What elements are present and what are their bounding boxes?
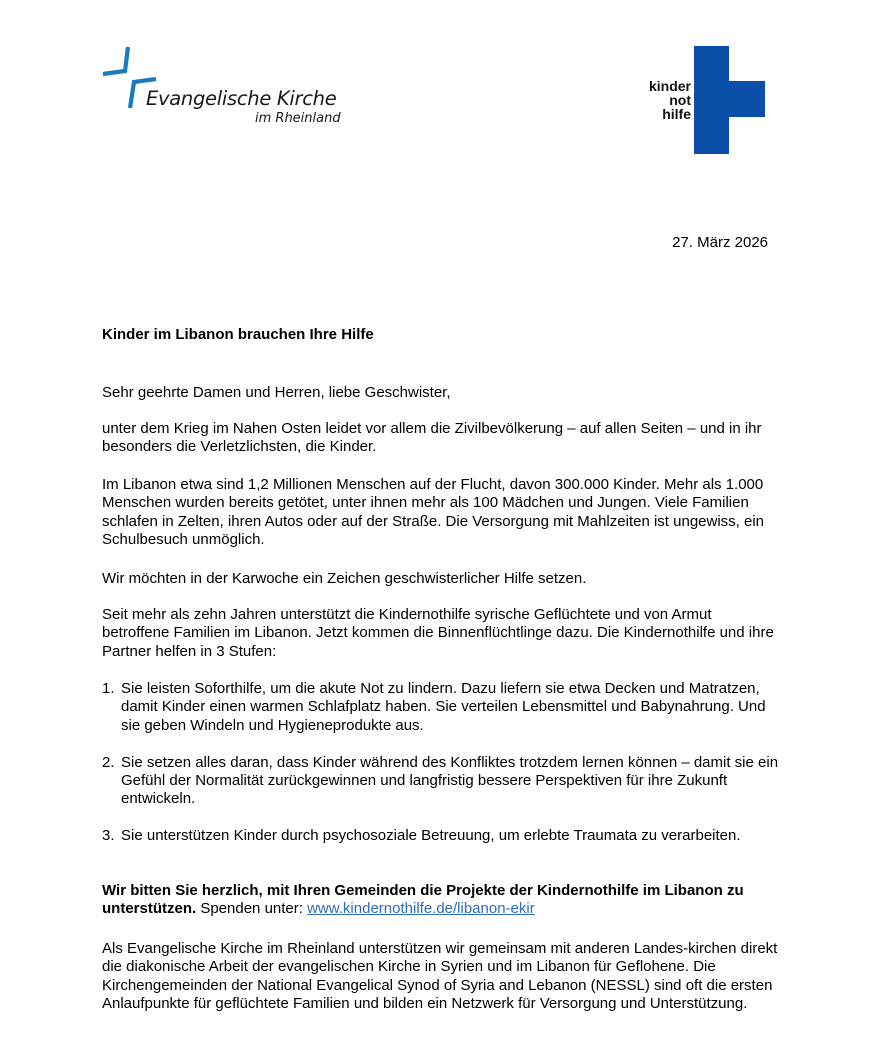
kindernothilfe-logo-line: kinder: [648, 78, 691, 94]
list-item: [102, 680, 782, 735]
letter-subject: Kinder im Libanon brauchen Ihre Hilfe: [102, 326, 374, 343]
donate-label: Spenden unter:: [196, 900, 308, 918]
closing-paragraph: Als Evangelische Kirche im Rheinland unterstützen wir gemeinsam mit anderen Landes-kirchen direkt die diakonische Arbeit der evangelischen Kirche in Syrien und im Libanon für Geflohene. Die Kirchengemeinden der National Evangelical Synod of Syria and Lebanon (NESSL) sind oft die ersten Anlaufpunkte für geflüchtete Familien und bilden ein Netzwerk für Versorgung und Unterstützung.: [102, 940, 778, 1013]
list-item-number: 2.: [102, 753, 115, 771]
help-steps-list: [102, 680, 782, 864]
ekir-logo-name: Evangelische Kirche: [146, 87, 337, 110]
list-item-text: Sie leisten Soforthilfe, um die akute Not zu lindern. Dazu liefern sie etwa Decken und Matratzen, damit Kinder einen warmen Schlafplatz haben. Sie verteilen Lebensmittel und Babynahrung. Und sie geben Windeln und Hygieneprodukte aus.: [121, 680, 766, 734]
paragraph: Im Libanon etwa sind 1,2 Millionen Menschen auf der Flucht, davon 300.000 Kinder. Mehr als 1.000 Menschen wurden bereits getötet, unter ihnen mehr als 100 Mädchen und Jungen. Viele Familien schlafen in Zelten, ihren Autos oder auf der Straße. Die Versorgung mit Mahlzeiten ist ungewiss, ein Schulbesuch unmöglich.: [102, 476, 765, 549]
list-item-text: Sie unterstützen Kinder durch psychosoziale Betreuung, um erlebte Traumata zu verarbeiten.: [121, 827, 741, 845]
ekir-logo: [100, 44, 360, 134]
paragraph: unter dem Krieg im Nahen Osten leidet vor allem die Zivilbevölkerung – auf allen Seiten – und in ihr besonders die Verletzlichsten, die Kinder.: [102, 420, 762, 456]
ekir-logo-subtitle: im Rheinland: [255, 111, 341, 126]
paragraph: Seit mehr als zehn Jahren unterstützt die Kindernothilfe syrische Geflüchtete und von Armut betroffene Familien im Libanon. Jetzt kommen die Binnenflüchtlinge dazu. Die Kindernothilfe und ihre Partner helfen in 3 Stufen:: [102, 606, 774, 660]
donation-link[interactable]: www.kindernothilfe.de/libanon-ekir: [307, 900, 535, 918]
list-item-text: Sie setzen alles daran, dass Kinder während des Konfliktes trotzdem lernen können – damit sie ein Gefühl der Normalität zurückgewinnen und langfristig bessere Perspektiven für ihre Zukunft entwickeln.: [121, 753, 779, 808]
letter-date: 27. März 2026: [672, 234, 768, 251]
donation-appeal: [102, 882, 782, 919]
paragraph: Wir möchten in der Karwoche ein Zeichen geschwisterlicher Hilfe setzen.: [102, 570, 587, 587]
kindernothilfe-logo-line: hilfe: [662, 106, 691, 122]
salutation: Sehr geehrte Damen und Herren, liebe Geschwister,: [102, 384, 451, 401]
list-item: [102, 827, 782, 845]
list-item: [102, 754, 782, 809]
list-item-number: 3.: [102, 827, 115, 845]
appeal-bold-text: Wir bitten Sie herzlich, mit Ihren Gemeinden die Projekte der Kindernothilfe im Libanon zu unterstützen.: [102, 882, 744, 918]
kindernothilfe-logo-text: [630, 79, 691, 121]
kindernothilfe-cross-arm: [729, 81, 765, 117]
list-item-number: 1.: [102, 680, 115, 697]
kindernothilfe-logo-line: not: [669, 92, 691, 108]
kindernothilfe-cross-icon: [694, 46, 729, 154]
kindernothilfe-logo: [630, 44, 770, 156]
